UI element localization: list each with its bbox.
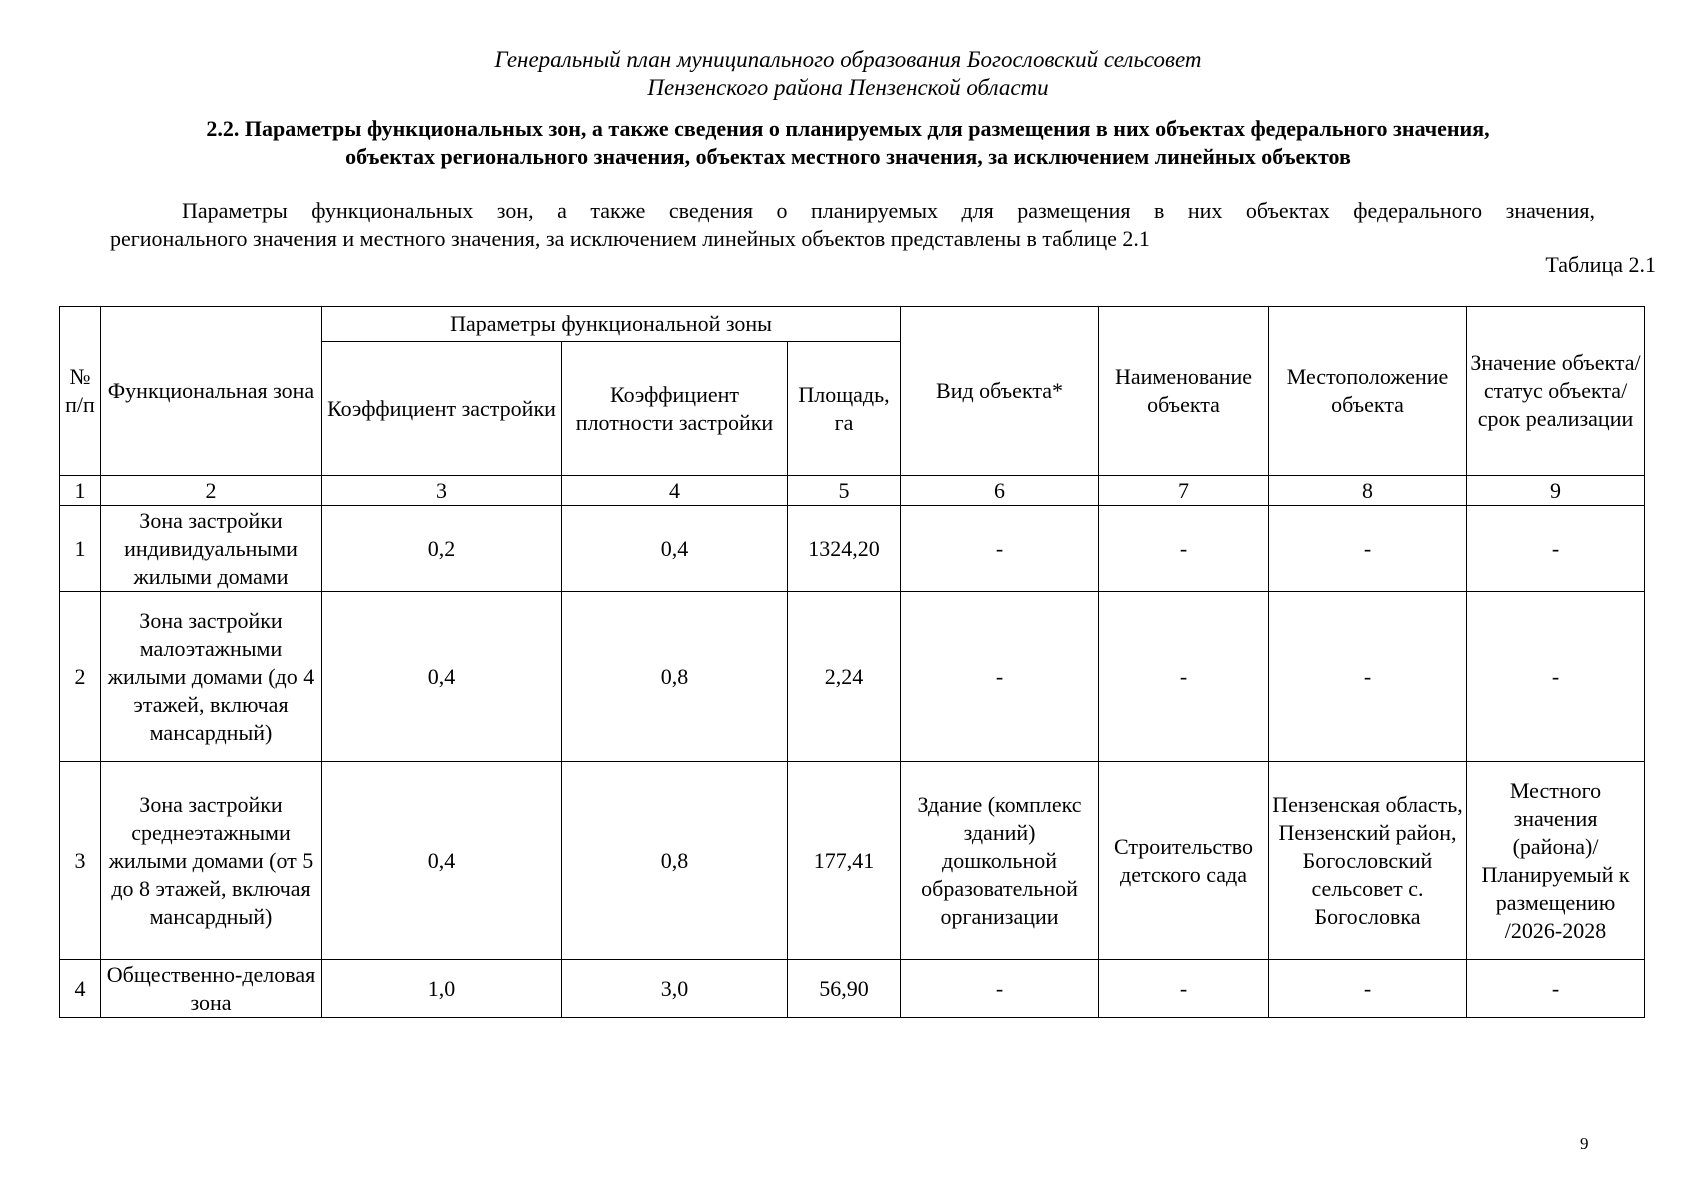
row-object-status: - — [1467, 592, 1645, 762]
intro-line-1: Параметры функциональных зон, а также сведения о планируемых для размещения в них объектах федерального значения, — [182, 198, 1595, 223]
row-coef-density: 3,0 — [562, 960, 788, 1018]
row-coef-density: 0,8 — [562, 762, 788, 960]
page-number: 9 — [1580, 1134, 1589, 1153]
row-area: 1324,20 — [788, 506, 901, 592]
row-area: 2,24 — [788, 592, 901, 762]
section-title-line-2: объектах регионального значения, объектах местного значения, за исключением линейных объектов — [345, 144, 1351, 169]
table-row — [60, 960, 1645, 1018]
row-num: 2 — [60, 592, 101, 762]
row-object-location: Пензенская область, Пензенский район, Богословский сельсовет с. Богословка — [1269, 762, 1467, 960]
row-coef-build: 0,4 — [322, 762, 562, 960]
column-number: 6 — [901, 476, 1099, 506]
row-object-name: - — [1099, 592, 1269, 762]
row-object-type: - — [901, 592, 1099, 762]
intro-paragraph — [110, 197, 1595, 253]
row-object-location: - — [1269, 960, 1467, 1018]
header-coef-build: Коэффициент застройки — [322, 342, 562, 476]
header-object-name: Наименование объекта — [1099, 307, 1269, 476]
row-area: 56,90 — [788, 960, 901, 1018]
row-coef-build: 0,4 — [322, 592, 562, 762]
row-zone: Зона застройки малоэтажными жилыми домами (до 4 этажей, включая мансардный) — [101, 592, 322, 762]
column-number: 4 — [562, 476, 788, 506]
row-object-type: - — [901, 506, 1099, 592]
row-object-name: - — [1099, 960, 1269, 1018]
header-object-status: Значение объекта/ статус объекта/ срок реализации — [1467, 307, 1645, 476]
row-coef-density: 0,4 — [562, 506, 788, 592]
row-object-status: - — [1467, 960, 1645, 1018]
column-number: 5 — [788, 476, 901, 506]
column-number: 8 — [1269, 476, 1467, 506]
row-num: 1 — [60, 506, 101, 592]
column-number: 3 — [322, 476, 562, 506]
document-header-line-2: Пензенского района Пензенской области — [647, 75, 1049, 100]
column-number: 7 — [1099, 476, 1269, 506]
header-object-type: Вид объекта* — [901, 307, 1099, 476]
header-coef-density: Коэффициент плотности застройки — [562, 342, 788, 476]
row-object-status: Местного значения (района)/ Планируемый к размещению /2026-2028 — [1467, 762, 1645, 960]
table-row — [60, 592, 1645, 762]
header-area: Площадь, га — [788, 342, 901, 476]
functional-zones-table — [59, 306, 1645, 1018]
header-num: № п/п — [60, 307, 101, 476]
row-object-type: - — [901, 960, 1099, 1018]
row-coef-density: 0,8 — [562, 592, 788, 762]
table-caption: Таблица 2.1 — [1545, 252, 1656, 277]
header-zone: Функциональная зона — [101, 307, 322, 476]
table-row — [60, 762, 1645, 960]
column-number: 9 — [1467, 476, 1645, 506]
row-area: 177,41 — [788, 762, 901, 960]
document-header-line-1: Генеральный план муниципального образования Богословский сельсовет — [494, 47, 1202, 72]
row-object-type: Здание (комплекс зданий) дошкольной образовательной организации — [901, 762, 1099, 960]
column-number: 1 — [60, 476, 101, 506]
row-zone: Общественно-деловая зона — [101, 960, 322, 1018]
row-num: 3 — [60, 762, 101, 960]
table-row — [60, 506, 1645, 592]
row-object-name: Строительство детского сада — [1099, 762, 1269, 960]
header-object-location: Местоположение объекта — [1269, 307, 1467, 476]
column-number: 2 — [101, 476, 322, 506]
row-num: 4 — [60, 960, 101, 1018]
row-object-status: - — [1467, 506, 1645, 592]
row-zone: Зона застройки среднеэтажными жилыми домами (от 5 до 8 этажей, включая мансардный) — [101, 762, 322, 960]
row-object-location: - — [1269, 506, 1467, 592]
column-numbers-row — [60, 476, 1645, 506]
row-object-name: - — [1099, 506, 1269, 592]
row-coef-build: 1,0 — [322, 960, 562, 1018]
intro-line-2: регионального значения и местного значения, за исключением линейных объектов представлены в таблице 2.1 — [110, 226, 1150, 251]
row-coef-build: 0,2 — [322, 506, 562, 592]
row-object-location: - — [1269, 592, 1467, 762]
header-params-group: Параметры функциональной зоны — [322, 307, 901, 342]
row-zone: Зона застройки индивидуальными жилыми домами — [101, 506, 322, 592]
section-title-line-1: 2.2. Параметры функциональных зон, а также сведения о планируемых для размещения в них объектах федерального значения, — [206, 116, 1490, 141]
